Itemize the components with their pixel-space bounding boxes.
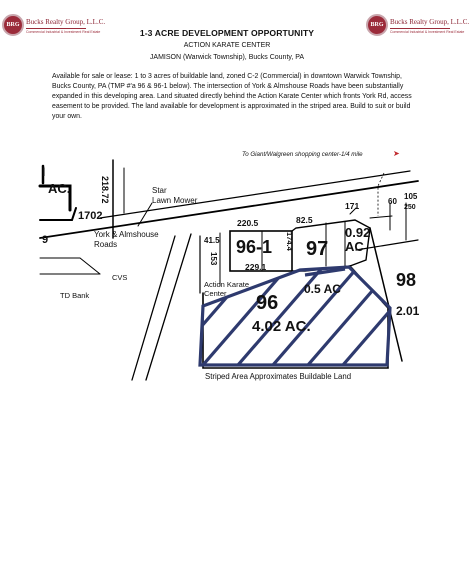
dim-82: 82.5 — [296, 215, 313, 225]
logo-tagline: Commercial Industrial & Investment Real Estate — [390, 30, 465, 34]
description-paragraph: Available for sale or lease: 1 to 3 acres of buildable land, zoned C-2 (Commercial) in downtown Warwick Township, Bucks County, PA (TMP #'a 96 & 96-1 below). The intersection of York & Almshouse Roads have been substantially expanded in this developing area. Land situated directly behind the Action Karate Center which fronts York Rd, access easement to be provided. The land available for development is approximated in the striped area. Build to suit or build your own. — [52, 73, 412, 120]
dim-105: 105 — [404, 192, 418, 201]
dim-250: 250 — [404, 204, 416, 211]
star-label: Star — [152, 186, 167, 195]
page-title: 1-3 ACRE DEVELOPMENT OPPORTUNITY — [139, 28, 315, 38]
acre-0-5: 0.5 AC — [304, 282, 341, 296]
logo-name: Bucks Realty Group, L.L.C. — [390, 18, 469, 26]
acre-2-01: 2.01 — [396, 304, 420, 318]
dim-171: 171 — [345, 201, 360, 211]
cvs-label: CVS — [112, 273, 128, 282]
dim-220: 220.5 — [237, 218, 259, 228]
logo-tagline: Commercial Industrial & Investment Real Estate — [26, 30, 101, 34]
tax-map-drawing — [40, 158, 420, 380]
parcel-ac-top: AC. — [48, 181, 71, 196]
parcel-96: 96 — [256, 292, 279, 314]
td-bank-label: TD Bank — [60, 291, 90, 300]
york-almshouse-label — [94, 230, 159, 250]
subtitle-location: JAMISON (Warwick Township), Bucks County, PA — [149, 54, 305, 61]
parcel-96-1: 96-1 — [236, 237, 273, 257]
brg-seal-icon: BRG — [366, 14, 388, 36]
parcel-1702: 1702 — [78, 210, 103, 222]
lawn-mower-label: Lawn Mower — [152, 196, 198, 205]
action-karate-line2: Center — [204, 289, 227, 298]
subtitle-property: ACTION KARATE CENTER — [183, 42, 271, 49]
parcel-98: 98 — [396, 270, 417, 290]
brg-seal-icon: BRG — [2, 14, 24, 36]
parcel-left-i: I — [42, 165, 46, 179]
star-lawn-mower-label — [152, 186, 197, 206]
parcel-218: 218.72 — [100, 176, 110, 204]
right-arrow-icon: ➤ — [393, 149, 400, 158]
roads-label: Roads — [94, 240, 118, 249]
dim-60: 60 — [388, 197, 397, 206]
direction-note: To Giant/Walgreen shopping center-1/4 mile — [242, 151, 363, 158]
tax-map — [40, 158, 420, 380]
parcel-97: 97 — [306, 238, 329, 260]
parcel-left-9: 9 — [42, 234, 49, 246]
acre-4-02: 4.02 AC. — [252, 318, 311, 335]
action-karate-label — [204, 280, 249, 298]
dim-229: 229.1 — [245, 262, 267, 272]
logo-name: Bucks Realty Group, L.L.C. — [26, 18, 106, 26]
parcel-0-92 — [345, 226, 370, 254]
map-caption: Striped Area Approximates Buildable Land — [205, 372, 352, 381]
acre-0-92: 0.92 — [345, 225, 371, 240]
acre-0-92-unit: AC — [345, 239, 364, 254]
action-karate-line1: Action Karate — [204, 280, 250, 289]
dim-153: 153 — [209, 252, 218, 266]
dim-174: 174.4 — [285, 232, 294, 251]
dim-41: 41.5 — [204, 236, 220, 245]
york-label: York & Almshouse — [94, 230, 159, 239]
